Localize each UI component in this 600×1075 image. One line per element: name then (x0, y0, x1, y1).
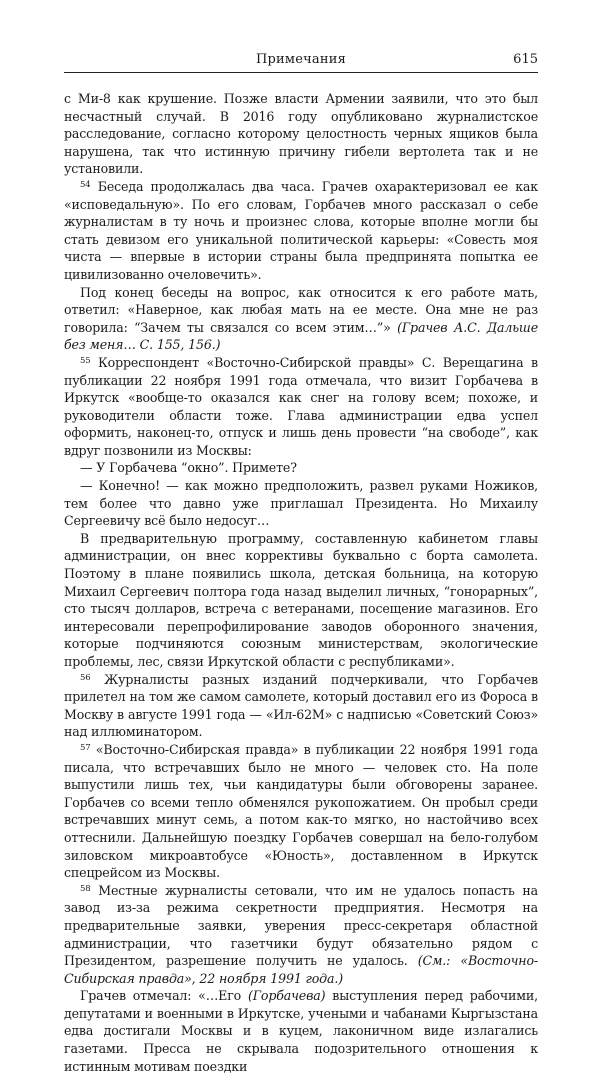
footnote-number: 55 (80, 355, 91, 366)
note-paragraph: В предварительную программу, составленную кабинетом главы администрации, он внес коррективы буквально с борта самолета. Поэтому в плане появились школа, детская больница, на которую Михаил Сергеевич полтора года назад выделил личных, “гонорарных”, сто тысяч долларов, встреча с ветеранами, посещение магазинов. Его интересовали перепрофилирование заводов оборонного значения, которые подчиняются союзным министерствам, экологические проблемы, лес, связи Иркутской области с республиками». (64, 530, 538, 669)
note-paragraph: $^{56}$ Журналисты разных изданий подчеркивали, что Горбачев прилетел на том же самом самолете, который доставил его из Фороса в Москву в августе 1991 года — «Ил-62М» с надписью «Советский Союз» над иллюминатором. (64, 671, 538, 740)
note-paragraph: Грачев отмечал: «…Его (Горбачева) выступления перед рабочими, депутатами и военными в Иркутске, учеными и чабанами Кыргызстана едва достигали Москвы и в куцем, лаконичном виде излагались газетами. Пресса не скрывала подозрительного отношения к истинным мотивам поездки (64, 988, 539, 1074)
note-paragraph: Под конец беседы на вопрос, как относится к его работе мать, ответил: «Наверное, как любая мать на ее месте. Она мне не раз говорила: “Зачем ты связался со всем этим…”» (Грачев А.С. Дальше без меня… С. 155, 156.) (64, 284, 539, 353)
citation: (Грачев А.С. Дальше без меня… С. 155, 156.) (64, 319, 539, 353)
note-paragraph: $^{58}$ Местные журналисты сетовали, что им не удалось попасть на завод из-за режима секретности предприятия. Несмотря на предварительные заявки, уверения пресс-секретаря областной администрации, что газетчики будут обязательно рядом с Президентом, разрешение получить не удалось. (См.: «Восточно-Сибирская правда», 22 ноября 1991 года.) (64, 882, 538, 986)
footnote-number: 57 (80, 742, 91, 753)
note-paragraph: — Конечно! — как можно предположить, развел руками Ножиков, тем более что давно уже приглашал Президента. Но Михаилу Сергеевичу всё было недосуг… (64, 478, 538, 529)
note-paragraph: — У Горбачева “окно”. Примете? (80, 460, 297, 476)
citation: (Горбачева) (247, 988, 326, 1004)
footnote-number: 54 (80, 179, 91, 190)
note-paragraph: $^{57}$ «Восточно-Сибирская правда» в публикации 22 ноября 1991 года писала, что встречавших было не много — человек сто. На поле выпустили лишь тех, чьи кандидатуры были обговорены заранее. Горбачев со всеми тепло обменялся рукопожатием. Он пробыл среди встречавших минут семь, а потом как-то мягко, но настойчиво всех оттеснили. Дальнейшую поездку Горбачев совершал на бело-голубом зиловском микроавтобусе «Юность», доставленном в Иркутск спецрейсом из Москвы. (64, 741, 538, 881)
section-title: Примечания (255, 52, 346, 67)
page-number: 615 (513, 52, 538, 67)
footnote-number: 58 (80, 883, 91, 894)
citation: (См.: «Восточно-Сибирская правда», 22 ноября 1991 года.) (64, 953, 538, 986)
note-paragraph: $^{54}$ Беседа продолжалась два часа. Грачев охарактеризовал ее как «исповедальную». По его словам, Горбачев много рассказал о себе журналистам в ту ночь и произнес слова, которые вполне могли бы стать девизом его уникальной политической карьеры: «Совесть моя чиста — впервые в истории страны была предпринята попытка ее цивилизованно очеловечить». (64, 178, 539, 282)
running-header (64, 50, 538, 73)
note-paragraph: с Ми-8 как крушение. Позже власти Армении заявили, что это был несчастный случай. В 2016 году опубликовано журналистское расследование, согласно которому целостность черных ящиков была нарушена, так что истинную причину гибели вертолета так и не установили. (64, 91, 538, 177)
note-paragraph: $^{55}$ Корреспондент «Восточно-Сибирской правды» С. Верещагина в публикации 22 ноября 1991 года отмечала, что визит Горбачева в Иркутск «вообще-то оказался как снег на голову всем; похоже, и руководители области тоже. Глава администрации едва успел оформить, наконец-то, отпуск и лишь день провести “на свободе”, как вдруг позвонили из Москвы: (64, 354, 538, 458)
notes-body (64, 90, 538, 1075)
footnote-number: 56 (80, 672, 91, 683)
